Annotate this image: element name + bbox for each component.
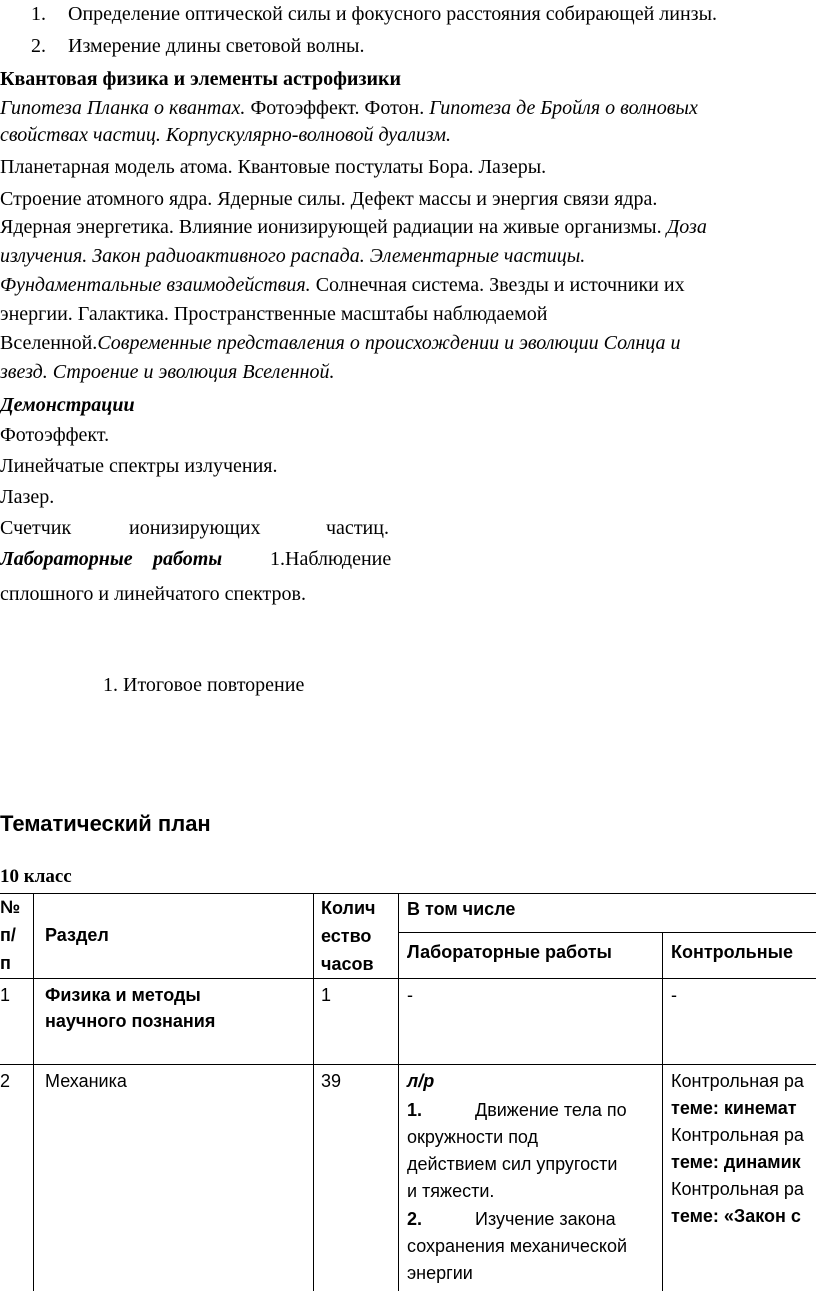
plan-title: Тематический план bbox=[0, 811, 211, 836]
header-hours-line: ество bbox=[321, 926, 372, 946]
header-num-line: п bbox=[0, 953, 11, 973]
row2-hours: 39 bbox=[321, 1071, 342, 1091]
header-including: В том числе bbox=[407, 899, 516, 919]
text-normal: Вселенной. bbox=[0, 332, 98, 354]
row1-section bbox=[45, 982, 215, 1034]
final-item: 1. Итоговое повторение bbox=[103, 674, 305, 696]
labs-label: работы bbox=[153, 548, 223, 570]
row2-lab1 bbox=[407, 1097, 657, 1205]
paragraph-nucleus-l3: излучения. Закон радиоактивного распада. Элементарные частицы. bbox=[0, 245, 586, 267]
paragraph-bohr: Планетарная модель атома. Квантовые постулаты Бора. Лазеры. bbox=[0, 156, 547, 178]
lab-line: сохранения механической bbox=[407, 1236, 628, 1256]
row1-hours: 1 bbox=[321, 985, 332, 1005]
row2-section: Механика bbox=[45, 1071, 127, 1091]
demo-item: Лазер. bbox=[0, 486, 55, 508]
list-number: 1. bbox=[31, 3, 46, 25]
section-heading: Квантовая физика и элементы астрофизики bbox=[0, 68, 402, 90]
list-text: Определение оптической силы и фокусного расстояния собирающей линзы. bbox=[68, 3, 718, 25]
paragraph-nucleus-l5: энергии. Галактика. Пространственные масштабы наблюдаемой bbox=[0, 303, 548, 325]
text-italic: Гипотеза де Бройля о волновых bbox=[429, 97, 698, 119]
header-controls: Контрольные bbox=[671, 942, 793, 962]
text-italic: Современные представления о происхождении и эволюции Солнца и bbox=[97, 332, 681, 354]
header-num bbox=[0, 893, 20, 977]
text-normal: Солнечная система. Звезды и источники их bbox=[310, 274, 685, 296]
paragraph-planck bbox=[0, 97, 698, 120]
labs-first-item: 1.Наблюдение bbox=[270, 548, 392, 570]
paragraph-nucleus-l1: Строение атомного ядра. Ядерные силы. Дефект массы и энергия связи ядра. bbox=[0, 188, 658, 210]
control-line: Контрольная ра bbox=[671, 1179, 804, 1199]
header-hours-line: часов bbox=[321, 954, 374, 974]
lab-line: Изучение закона bbox=[475, 1209, 616, 1229]
demo-item: Фотоэффект. bbox=[0, 424, 110, 446]
demo-word: Счетчик bbox=[0, 517, 72, 539]
lab-line: окружности под bbox=[407, 1127, 539, 1147]
section-line: научного познания bbox=[45, 1011, 216, 1031]
text-italic: Фундаментальные взаимодействия. bbox=[0, 274, 311, 296]
lab-line: действием сил упругости bbox=[407, 1154, 618, 1174]
row2-lab2 bbox=[407, 1206, 657, 1287]
row2-labs-head: л/р bbox=[407, 1071, 435, 1091]
control-line: Контрольная ра bbox=[671, 1071, 804, 1091]
control-line: теме: кинемат bbox=[671, 1098, 797, 1118]
control-line: Контрольная ра bbox=[671, 1125, 804, 1145]
section-line: Физика и методы bbox=[45, 985, 201, 1005]
list-item-2 bbox=[31, 35, 365, 58]
class-label: 10 класс bbox=[0, 866, 72, 887]
header-hours bbox=[321, 894, 375, 978]
demo-word: частиц. bbox=[326, 517, 389, 539]
row1-controls: - bbox=[671, 985, 677, 1005]
row2-lab2-num: 2. bbox=[407, 1209, 423, 1229]
lab-line: энергии bbox=[407, 1263, 473, 1283]
header-num-line: п/ bbox=[0, 925, 16, 945]
paragraph-planck-line2: свойствах частиц. Корпускулярно-волновой дуализм. bbox=[0, 124, 451, 146]
header-labs: Лабораторные работы bbox=[407, 942, 612, 962]
demo-item: Линейчатые спектры излучения. bbox=[0, 455, 278, 477]
list-text: Измерение длины световой волны. bbox=[68, 35, 365, 57]
row1-labs: - bbox=[407, 985, 413, 1005]
header-hours-line: Колич bbox=[321, 898, 376, 918]
row2-lab1-num: 1. bbox=[407, 1100, 423, 1120]
demos-heading: Демонстрации bbox=[0, 394, 135, 416]
list-item-1 bbox=[31, 3, 718, 26]
labs-line-2: сплошного и линейчатого спектров. bbox=[0, 583, 306, 605]
row2-num: 2 bbox=[0, 1071, 11, 1091]
text-italic: Доза bbox=[666, 216, 707, 238]
text-normal: Ядерная энергетика. Влияние ионизирующей радиации на живые организмы. bbox=[0, 216, 667, 238]
paragraph-nucleus-l6 bbox=[0, 332, 681, 355]
paragraph-nucleus-l2 bbox=[0, 216, 707, 239]
list-number: 2. bbox=[31, 35, 46, 57]
paragraph-nucleus-l7: звезд. Строение и эволюция Вселенной. bbox=[0, 361, 335, 383]
labs-label: Лабораторные bbox=[0, 548, 133, 570]
control-line: теме: «Закон с bbox=[671, 1206, 801, 1226]
control-line: теме: динамик bbox=[671, 1152, 801, 1172]
text-normal: Фотоэффект. Фотон. bbox=[245, 97, 430, 119]
header-num-line: № bbox=[0, 897, 21, 917]
header-section: Раздел bbox=[45, 925, 109, 945]
paragraph-nucleus-l4 bbox=[0, 274, 685, 297]
row2-controls bbox=[671, 1068, 816, 1230]
lab-line: и тяжести. bbox=[407, 1181, 495, 1201]
lab-line: Движение тела по bbox=[475, 1100, 627, 1120]
demo-word: ионизирующих bbox=[129, 517, 261, 539]
row1-num: 1 bbox=[0, 985, 11, 1005]
text-italic: Гипотеза Планка о квантах. bbox=[0, 97, 246, 119]
